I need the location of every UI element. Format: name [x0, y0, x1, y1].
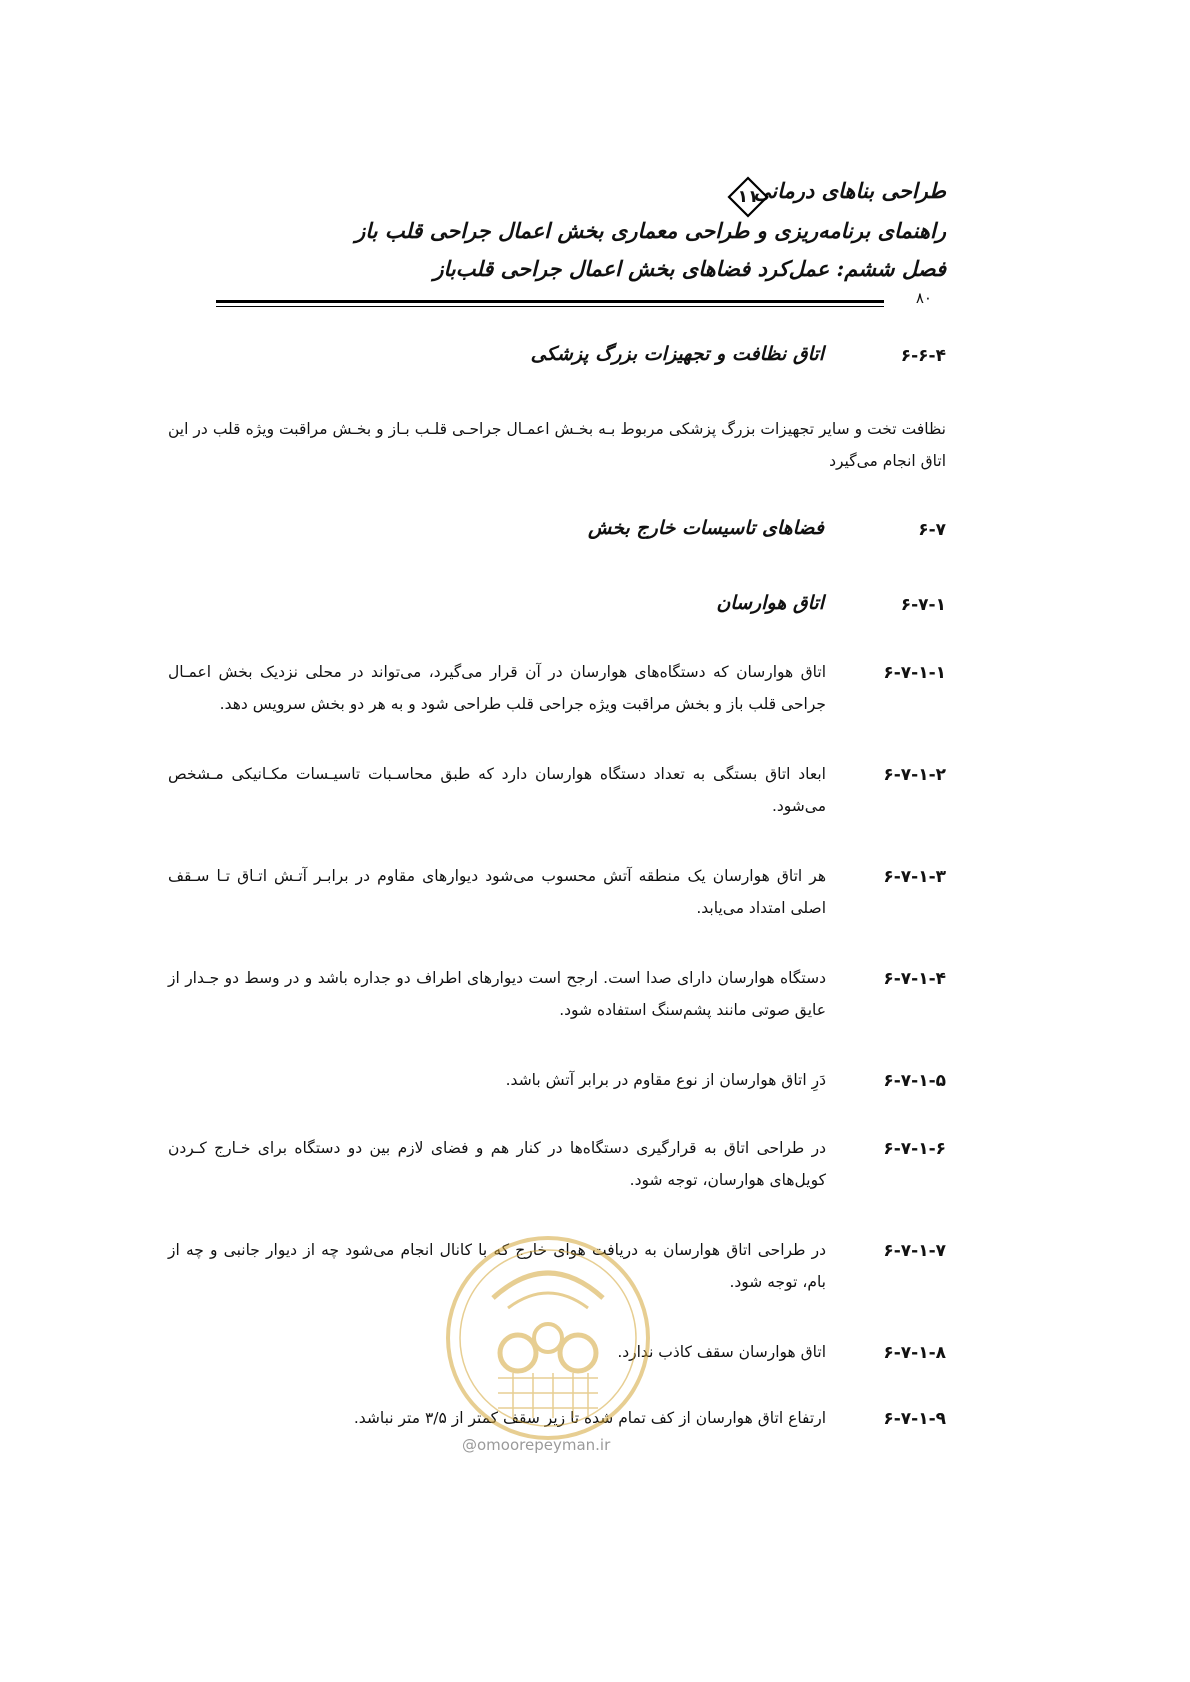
item-number: ۶-۷-۱-۸	[883, 1343, 946, 1363]
watermark-logo-icon	[438, 1228, 658, 1448]
item-text: دستگاه هوارسان دارای صدا است. ارجح است دیوارهای اطراف دو جداره باشد و در وسط دو جـدار از عایق صوتی مانند پشم‌سنگ استفاده شود.	[168, 969, 826, 1019]
watermark-site: @omoorepeyman.ir	[462, 1436, 611, 1454]
item-number: ۶-۷-۱-۲	[883, 765, 946, 785]
section-number: ۶-۶-۴	[900, 346, 946, 366]
header-rule-thin	[216, 306, 884, 307]
section-heading: فضاهای تاسیسات خارج بخش	[588, 517, 824, 539]
item-text: ارتفاع اتاق هوارسان از کف تمام شده تا زیر سقف کمتر از ۳/۵ متر نباشد.	[353, 1409, 826, 1427]
section-heading: اتاق نظافت و تجهیزات بزرگ پزشکی	[530, 343, 824, 365]
book-number: ۱۱	[737, 187, 759, 207]
chapter-title: فصل ششم: عمل‌کرد فضاهای بخش اعمال جراحی قلب‌باز	[433, 256, 946, 281]
section-heading: اتاق هوارسان	[716, 592, 824, 614]
item-number: ۶-۷-۱-۷	[883, 1241, 946, 1261]
item-text: اتاق هوارسان سقف کاذب ندارد.	[617, 1343, 826, 1361]
item-text: اتاق هوارسان که دستگاه‌های هوارسان در آن قرار می‌گیرد، می‌تواند در محلی نزدیک بخش اعمـال جراحی قلب باز و بخش مراقبت ویژه جراحی قلب طراحی شود و به هر دو بخش سرویس دهد.	[168, 663, 826, 713]
item-number: ۶-۷-۱-۳	[883, 867, 946, 887]
item-number: ۶-۷-۱-۵	[883, 1071, 946, 1091]
intro-paragraph: نظافت تخت و سایر تجهیزات بزرگ پزشکی مربوط بـه بخـش اعمـال جراحـی قلـب بـاز و بخـش مراقبت ویژه قلب در این اتاق انجام می‌گیرد	[168, 420, 946, 470]
item-number: ۶-۷-۱-۹	[883, 1409, 946, 1429]
item-text: در طراحی اتاق به قرارگیری دستگاه‌ها در کنار هم و فضای لازم بین دو دستگاه برای خـارج کـردن کویل‌های هوارسان، توجه شود.	[168, 1139, 826, 1189]
item-text: دَرِ اتاق هوارسان از نوع مقاوم در برابر آتش باشد.	[505, 1071, 826, 1089]
header-rule-thick	[216, 300, 884, 303]
book-subtitle: راهنمای برنامه‌ریزی و طراحی معماری بخش اعمال جراحی قلب باز	[355, 218, 946, 243]
item-text: در طراحی اتاق هوارسان به دریافت هوای خارج که با کانال انجام می‌شود چه از دیوار جانبی و چه از بام، توجه شود.	[168, 1241, 826, 1291]
section-number: ۶-۷	[918, 520, 946, 540]
item-text: ابعاد اتاق بستگی به تعداد دستگاه هوارسان دارد که طبق محاسـبات تاسیـسات مکـانیکی مـشخص می‌شود.	[168, 765, 826, 815]
item-number: ۶-۷-۱-۱	[883, 663, 946, 683]
item-number: ۶-۷-۱-۶	[883, 1139, 946, 1159]
book-title: طراحی بناهای درمانی	[753, 178, 946, 203]
page-number: ۸۰	[915, 289, 932, 307]
item-number: ۶-۷-۱-۴	[883, 969, 946, 989]
section-number: ۶-۷-۱	[900, 595, 946, 615]
item-text: هر اتاق هوارسان یک منطقه آتش محسوب می‌شود دیوارهای مقاوم در برابـر آتـش اتـاق تـا سـقف اصلی امتداد می‌یابد.	[168, 867, 826, 917]
